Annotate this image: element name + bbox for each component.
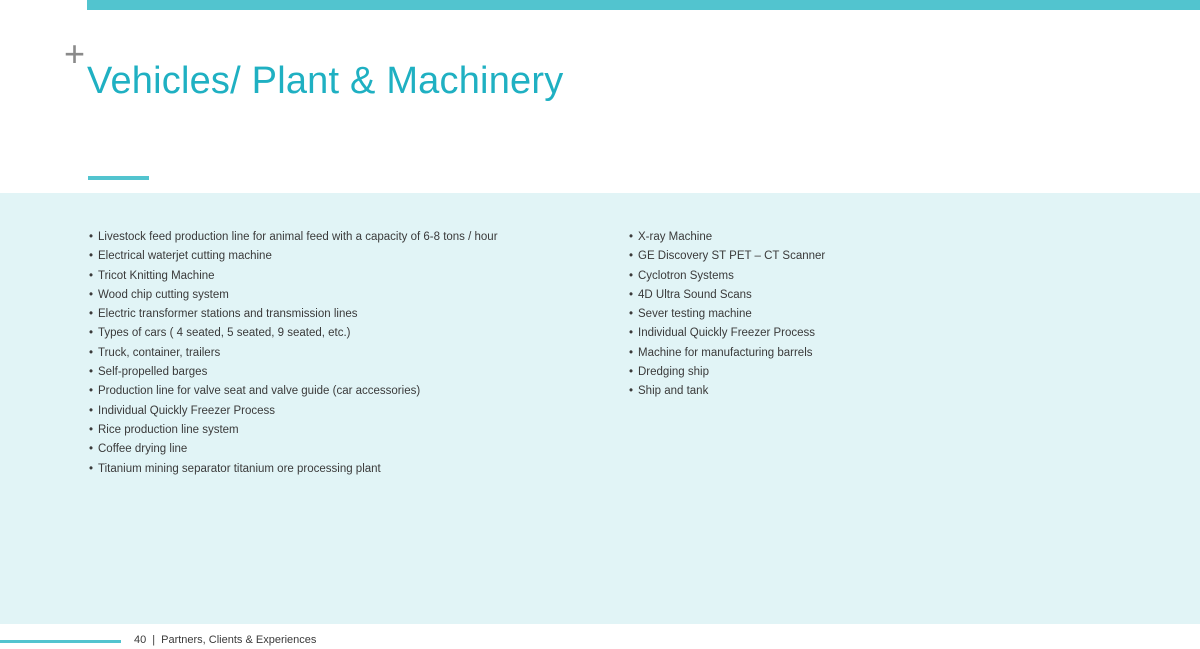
- list-item: • X-ray Machine: [629, 228, 825, 247]
- list-item: • Sever testing machine: [629, 305, 825, 324]
- footer-separator: |: [152, 634, 156, 646]
- list-item: • Individual Quickly Freezer Process: [629, 324, 825, 343]
- footer-section-title: Partners, Clients & Experiences: [161, 634, 317, 646]
- content-panel: [0, 193, 1200, 624]
- list-item: • Truck, container, trailers: [89, 344, 498, 363]
- list-item: • Dredging ship: [629, 363, 825, 382]
- list-item: • 4D Ultra Sound Scans: [629, 286, 825, 305]
- list-item: • Livestock feed production line for animal feed with a capacity of 6-8 tons / hour: [89, 228, 498, 247]
- list-item: • Electrical waterjet cutting machine: [89, 247, 498, 266]
- list-item: • Wood chip cutting system: [89, 286, 498, 305]
- page-footer: [134, 633, 316, 647]
- list-item: • Electric transformer stations and transmission lines: [89, 305, 498, 324]
- left-item-list: [89, 228, 498, 479]
- title-underline: [88, 176, 149, 180]
- list-item: • Rice production line system: [89, 421, 498, 440]
- list-item: • Cyclotron Systems: [629, 267, 825, 286]
- page-title: Vehicles/ Plant & Machinery: [87, 60, 564, 102]
- list-item: • Ship and tank: [629, 382, 825, 401]
- list-item: • GE Discovery ST PET – CT Scanner: [629, 247, 825, 266]
- list-item: • Coffee drying line: [89, 440, 498, 459]
- list-item: • Machine for manufacturing barrels: [629, 344, 825, 363]
- page-number: 40: [134, 634, 147, 646]
- list-item: • Individual Quickly Freezer Process: [89, 402, 498, 421]
- footer-accent-line: [0, 640, 121, 643]
- list-item: • Self-propelled barges: [89, 363, 498, 382]
- list-item: • Production line for valve seat and valve guide (car accessories): [89, 382, 498, 401]
- list-item: • Titanium mining separator titanium ore processing plant: [89, 460, 498, 479]
- top-accent-bar: [87, 0, 1200, 10]
- right-item-list: [629, 228, 825, 402]
- list-item: • Tricot Knitting Machine: [89, 267, 498, 286]
- plus-icon: +: [64, 33, 86, 74]
- list-item: • Types of cars ( 4 seated, 5 seated, 9 seated, etc.): [89, 324, 498, 343]
